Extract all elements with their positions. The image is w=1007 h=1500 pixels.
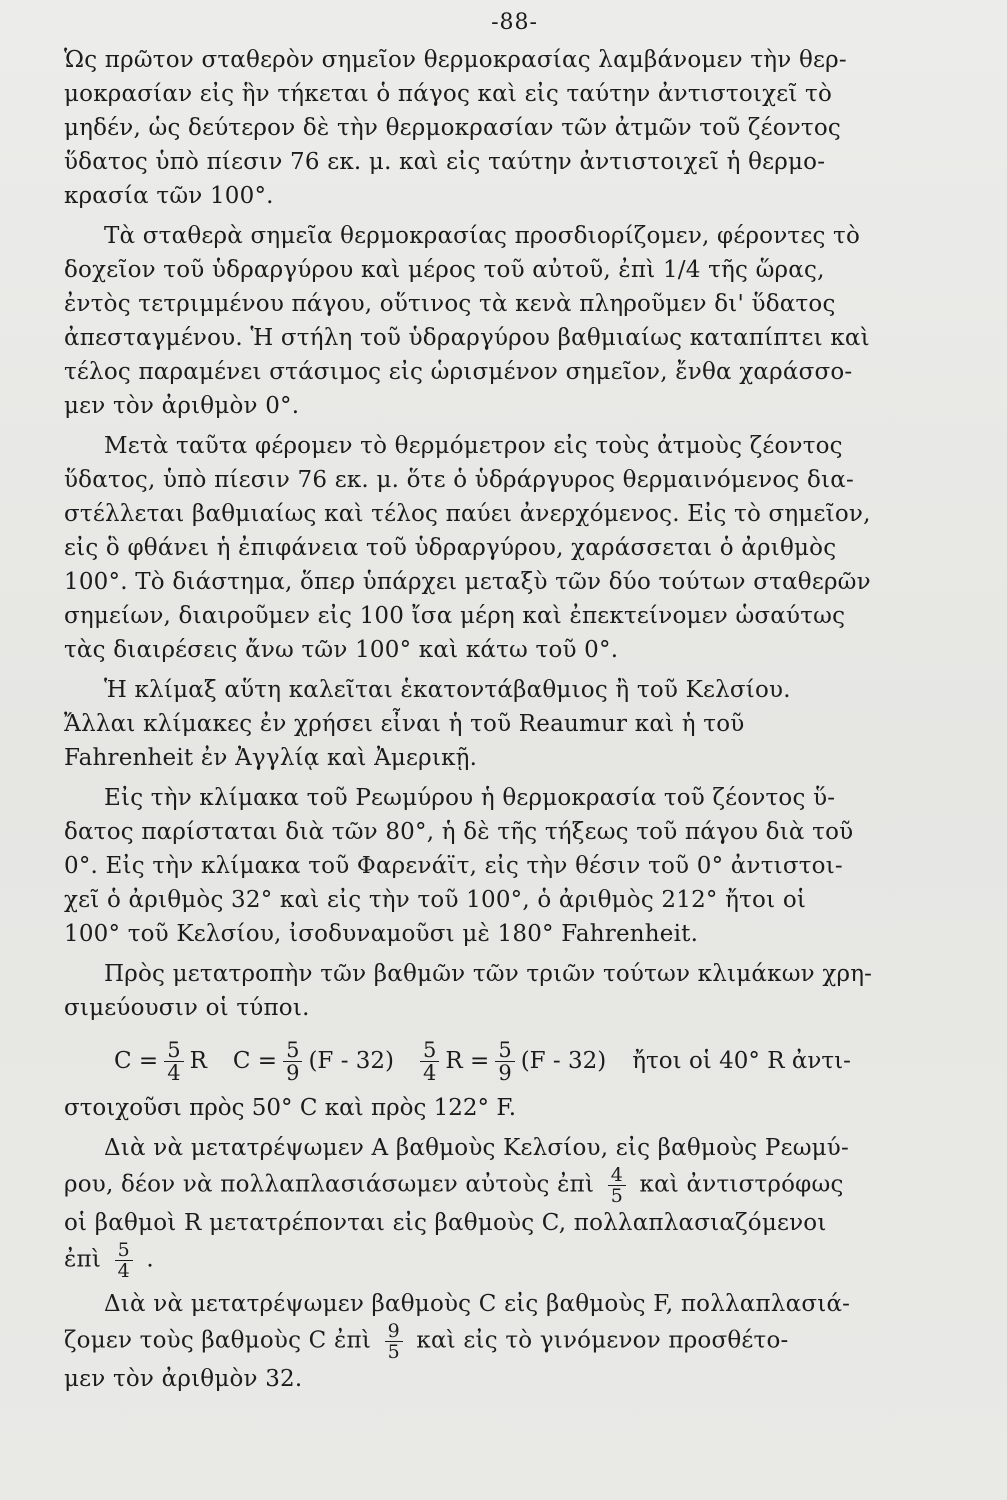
text-line: οἱ βαθμοὶ R μετατρέπονται εἰς βαθμοὺς C, πολλαπλασιαζόμενοι xyxy=(64,1210,827,1236)
fraction-numerator: 5 xyxy=(495,1039,514,1062)
fraction xyxy=(115,1240,133,1281)
formula-lhs: C = xyxy=(232,1048,278,1074)
fraction-denominator: 5 xyxy=(610,1185,623,1207)
text-line xyxy=(64,1240,965,1281)
fraction xyxy=(164,1039,183,1084)
fraction-numerator: 5 xyxy=(115,1240,133,1261)
text-line: Ἄλλαι κλίμακες ἐν χρήσει εἶναι ἡ τοῦ Reaumur καὶ ἡ τοῦ xyxy=(64,711,745,737)
paragraph-2 xyxy=(64,219,965,423)
text-segment: ζομεν τοὺς βαθμοὺς C ἐπὶ xyxy=(64,1327,372,1354)
formula-celsius-reaumur xyxy=(114,1039,207,1084)
text-line: 0°. Εἰς τὴν κλίμακα τοῦ Φαρενάϊτ, εἰς τὴν θέσιν τοῦ 0° ἀντιστοι- xyxy=(64,853,843,879)
text-line: Μετὰ ταῦτα φέρομεν τὸ θερμόμετρον εἰς τοὺς ἀτμοὺς ζέοντος xyxy=(104,433,843,459)
text-line: μηδέν, ὡς δεύτερον δὲ τὴν θερμοκρασίαν τῶν ἀτμῶν τοῦ ζέοντος xyxy=(64,115,841,141)
page-number: -88- xyxy=(491,10,538,35)
formula-rhs: R xyxy=(189,1048,207,1074)
text-line: δοχεῖον τοῦ ὑδραργύρου καὶ μέρος τοῦ αὐτοῦ, ἐπὶ 1/4 τῆς ὥρας, xyxy=(64,257,825,283)
formula-rhs: (F - 32) xyxy=(308,1048,395,1074)
text-line: 100°. Τὸ διάστημα, ὅπερ ὑπάρχει μεταξὺ τῶν δύο τούτων σταθερῶν xyxy=(64,569,871,595)
text-line: ὕδατος, ὑπὸ πίεσιν 76 εκ. μ. ὅτε ὁ ὑδράργυρος θερμαινόμενος δια- xyxy=(64,467,854,493)
formula-mid: R = xyxy=(445,1048,490,1074)
fraction-numerator: 5 xyxy=(164,1039,183,1062)
text-line: Τὰ σταθερὰ σημεῖα θερμοκρασίας προσδιορίζομεν, φέροντες τὸ xyxy=(104,223,861,249)
fraction xyxy=(283,1039,302,1084)
text-line: στοιχοῦσι πρὸς 50° C καὶ πρὸς 122° F. xyxy=(64,1095,517,1121)
text-line: μοκρασίαν εἰς ἣν τήκεται ὁ πάγος καὶ εἰς ταύτην ἀντιστοιχεῖ τὸ xyxy=(64,81,833,107)
fraction-denominator: 4 xyxy=(117,1260,130,1282)
text-line: Ὡς πρῶτον σταθερὸν σημεῖον θερμοκρασίας λαμβάνομεν τὴν θερ- xyxy=(64,47,847,73)
fraction-denominator: 4 xyxy=(423,1060,437,1085)
fraction-numerator: 5 xyxy=(420,1039,439,1062)
text-line xyxy=(64,1165,965,1206)
fraction xyxy=(420,1039,439,1084)
fraction xyxy=(495,1039,514,1084)
text-line: κρασία τῶν 100°. xyxy=(64,183,274,209)
text-line: ἐντὸς τετριμμένου πάγου, οὕτινος τὰ κενὰ πληροῦμεν δι' ὕδατος xyxy=(64,291,836,317)
paragraph-1 xyxy=(64,43,965,213)
text-line: εἰς ὃ φθάνει ἡ ἐπιφάνεια τοῦ ὑδραργύρου, χαράσσεται ὁ ἀριθμὸς xyxy=(64,535,837,561)
text-line: Πρὸς μετατροπὴν τῶν βαθμῶν τῶν τριῶν τούτων κλιμάκων χρη- xyxy=(104,961,873,987)
text-segment: καὶ ἀντιστρόφως xyxy=(639,1171,844,1198)
text-line xyxy=(64,1321,965,1362)
paragraph-3 xyxy=(64,429,965,667)
text-line: μεν τὸν ἀριθμὸν 0°. xyxy=(64,393,300,419)
text-line: σιμεύουσιν οἱ τύποι. xyxy=(64,995,310,1021)
conversion-formulas xyxy=(64,1031,965,1125)
text-line: Διὰ νὰ μετατρέψωμεν Α βαθμοὺς Κελσίου, εἰς βαθμοὺς Ρεωμύ- xyxy=(104,1135,849,1161)
paragraph-8 xyxy=(64,1287,965,1396)
text-line: ὕδατος ὑπὸ πίεσιν 76 εκ. μ. καὶ εἰς ταύτην ἀντιστοιχεῖ ἡ θερμο- xyxy=(64,149,826,175)
formula-rhs: (F - 32) xyxy=(520,1048,607,1074)
text-segment: ρου, δέον νὰ πολλαπλασιάσωμεν αὐτοὺς ἐπὶ xyxy=(64,1171,595,1198)
formula-lhs: C = xyxy=(114,1048,159,1074)
text-line: Εἰς τὴν κλίμακα τοῦ Ρεωμύρου ἡ θερμοκρασία τοῦ ζέοντος ὕ- xyxy=(104,785,836,811)
fraction-numerator: 5 xyxy=(283,1039,302,1062)
text-line: σημείων, διαιροῦμεν εἰς 100 ἴσα μέρη καὶ ἐπεκτείνομεν ὡσαύτως xyxy=(64,603,846,629)
text-line: Ἡ κλίμαξ αὕτη καλεῖται ἑκατοντάβαθμιος ἢ τοῦ Κελσίου. xyxy=(104,677,791,703)
fraction-denominator: 4 xyxy=(167,1060,181,1085)
fraction xyxy=(385,1321,403,1362)
formula-row xyxy=(64,1031,965,1091)
text-line: 100° τοῦ Κελσίου, ἰσοδυναμοῦσι μὲ 180° Fahrenheit. xyxy=(64,921,699,947)
paragraph-5 xyxy=(64,781,965,951)
paragraph-7 xyxy=(64,1131,965,1281)
text-line: χεῖ ὁ ἀριθμὸς 32° καὶ εἰς τὴν τοῦ 100°, ὁ ἀριθμὸς 212° ἤτοι οἱ xyxy=(64,887,807,913)
paragraph-6 xyxy=(64,957,965,1025)
text-line: τέλος παραμένει στάσιμος εἰς ὡρισμένον σημεῖον, ἔνθα χαράσσο- xyxy=(64,359,853,385)
formula-celsius-fahrenheit xyxy=(233,1039,394,1084)
text-line: ἀπεσταγμένου. Ἡ στήλη τοῦ ὑδραργύρου βαθμιαίως καταπίπτει καὶ xyxy=(64,325,870,351)
text-segment: . xyxy=(146,1246,154,1273)
text-line: τὰς διαιρέσεις ἄνω τῶν 100° καὶ κάτω τοῦ 0°. xyxy=(64,637,619,663)
fraction xyxy=(608,1165,626,1206)
text-line: Διὰ νὰ μετατρέψωμεν βαθμοὺς C εἰς βαθμοὺς F, πολλαπλασιά- xyxy=(104,1291,851,1317)
paragraph-4 xyxy=(64,673,965,775)
fraction-denominator: 5 xyxy=(387,1341,400,1363)
text-line: Fahrenheit ἐν Ἀγγλίᾳ καὶ Ἀμερικῇ. xyxy=(64,745,478,771)
fraction-numerator: 9 xyxy=(385,1321,403,1342)
text-line: μεν τὸν ἀριθμὸν 32. xyxy=(64,1366,303,1392)
text-line: δατος παρίσταται διὰ τῶν 80°, ἡ δὲ τῆς τήξεως τοῦ πάγου διὰ τοῦ xyxy=(64,819,854,845)
text-line: στέλλεται βαθμιαίως καὶ τέλος παύει ἀνερχόμενος. Εἰς τὸ σημεῖον, xyxy=(64,501,871,527)
fraction-denominator: 9 xyxy=(498,1060,512,1085)
formula-reaumur-fahrenheit xyxy=(420,1039,606,1084)
fraction-denominator: 9 xyxy=(286,1060,300,1085)
text-segment: ἐπὶ xyxy=(64,1246,102,1273)
text-segment: καὶ εἰς τὸ γινόμενον προσθέτο- xyxy=(416,1327,789,1354)
fraction-numerator: 4 xyxy=(608,1165,626,1186)
formula-tail: ἤτοι οἱ 40° R ἀντι- xyxy=(632,1048,851,1074)
